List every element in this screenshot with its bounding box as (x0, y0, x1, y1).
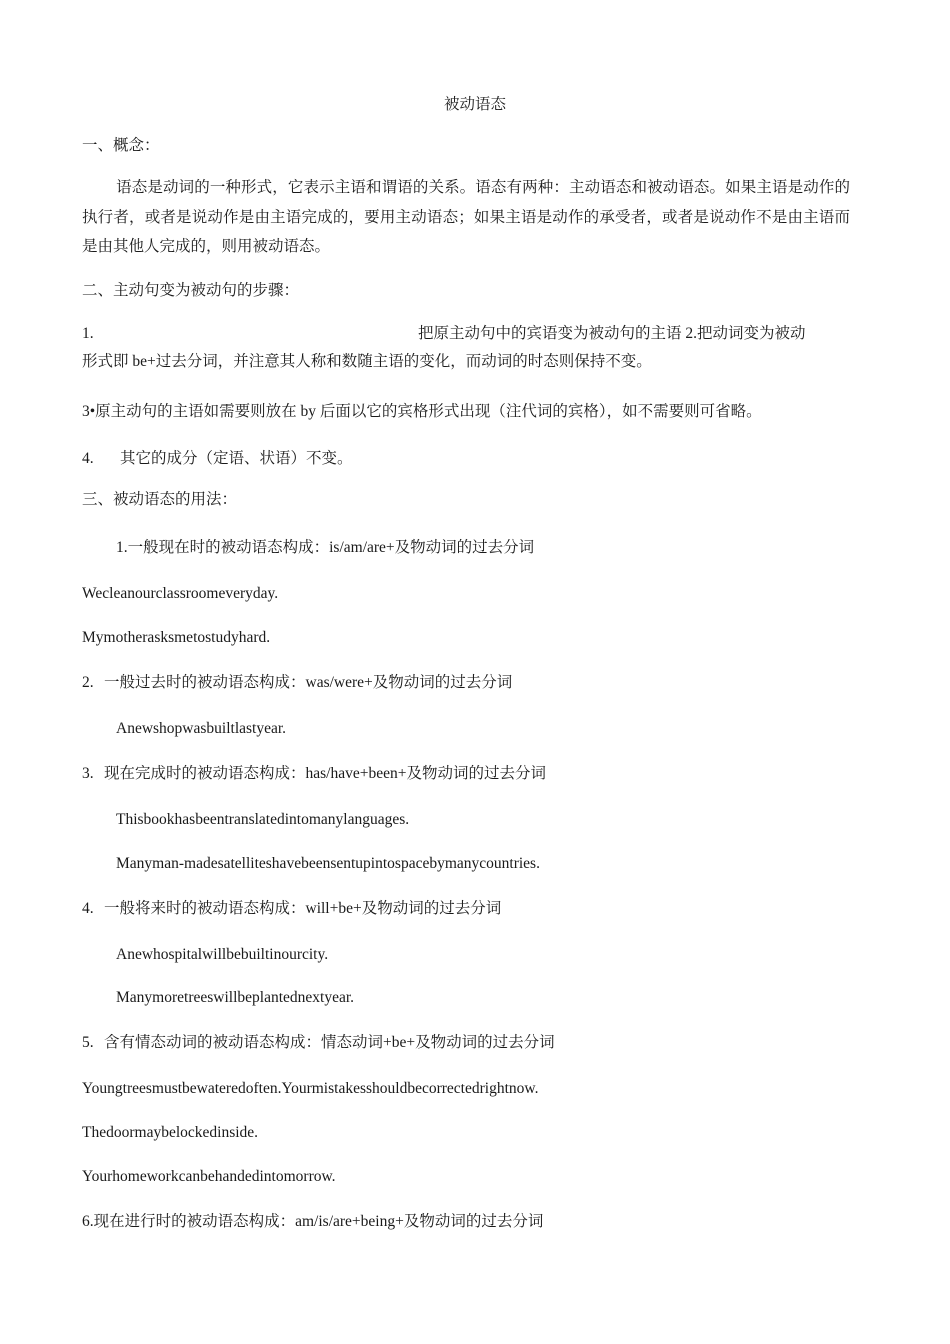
usage-item-4-example-2: Manymoretreeswillbeplantednextyear. (116, 989, 355, 1006)
page-title: 被动语态 (443, 96, 506, 113)
usage-item-2: 一般过去时的被动语态构成：was/were+及物动词的过去分词 (104, 674, 513, 691)
section-heading-usage: 三、被动语态的用法： (82, 491, 238, 508)
usage-item-1: 1.一般现在时的被动语态构成：is/am/are+及物动词的过去分词 (116, 539, 535, 556)
usage-item-5-example-3: Yourhomeworkcanbehandedintomorrow. (82, 1168, 336, 1185)
usage-item-3: 现在完成时的被动语态构成：has/have+been+及物动词的过去分词 (104, 765, 546, 782)
usage-item-2-example-1: Anewshopwasbuiltlastyear. (116, 720, 287, 737)
usage-item-4-number: 4. (82, 900, 94, 917)
step4-text: 其它的成分（定语、状语）不变。 (120, 450, 353, 467)
section-heading-concept: 一、概念： (82, 137, 160, 154)
concept-paragraph (82, 173, 850, 262)
usage-item-5-number: 5. (82, 1034, 94, 1051)
usage-item-5-example-2: Thedoormaybelockedinside. (82, 1124, 259, 1141)
usage-item-3-example-1: Thisbookhasbeentranslatedintomanylanguages. (116, 811, 410, 828)
usage-item-4-example-1: Anewhospitalwillbebuiltinourcity. (116, 946, 329, 963)
usage-item-3-example-2: Manyman-madesatelliteshavebeensentupintospacebymanycountries. (116, 855, 540, 872)
usage-item-1-example-2: Mymotherasksmetostudyhard. (82, 629, 271, 646)
step3-text: 3•原主动句的主语如需要则放在 by 后面以它的宾格形式出现（注代词的宾格），如不需要则可省略。 (82, 403, 762, 420)
usage-item-4: 一般将来时的被动语态构成：will+be+及物动词的过去分词 (104, 900, 502, 917)
step1-text: 把原主动句中的宾语变为被动句的主语 2.把动词变为被动 (418, 325, 806, 342)
usage-item-3-number: 3. (82, 765, 94, 782)
step1-number: 1. (82, 325, 94, 342)
step4-number: 4. (82, 450, 94, 467)
section-heading-steps: 二、主动句变为被动句的步骤： (82, 282, 300, 299)
step1-continuation: 形式即 be+过去分词，并注意其人称和数随主语的变化，而动词的时态则保持不变。 (82, 353, 652, 370)
usage-item-6: 6.现在进行时的被动语态构成：am/is/are+being+及物动词的过去分词 (82, 1213, 544, 1230)
usage-item-5: 含有情态动词的被动语态构成：情态动词+be+及物动词的过去分词 (104, 1034, 555, 1051)
concept-paragraph-text: 语态是动词的一种形式，它表示主语和谓语的关系。语态有两种：主动语态和被动语态。如果主语是动作的执行者，或者是说动作是由主语完成的，要用主动语态；如果主语是动作的承受者，或者是说动作不是由主语而是由其他人完成的，则用被动语态。 (82, 179, 850, 255)
usage-item-1-example-1: Wecleanourclassroomeveryday. (82, 585, 279, 602)
usage-item-2-number: 2. (82, 674, 94, 691)
usage-item-5-example-1: Youngtreesmustbewateredoften.Yourmistakesshouldbecorrectedrightnow. (82, 1080, 539, 1097)
